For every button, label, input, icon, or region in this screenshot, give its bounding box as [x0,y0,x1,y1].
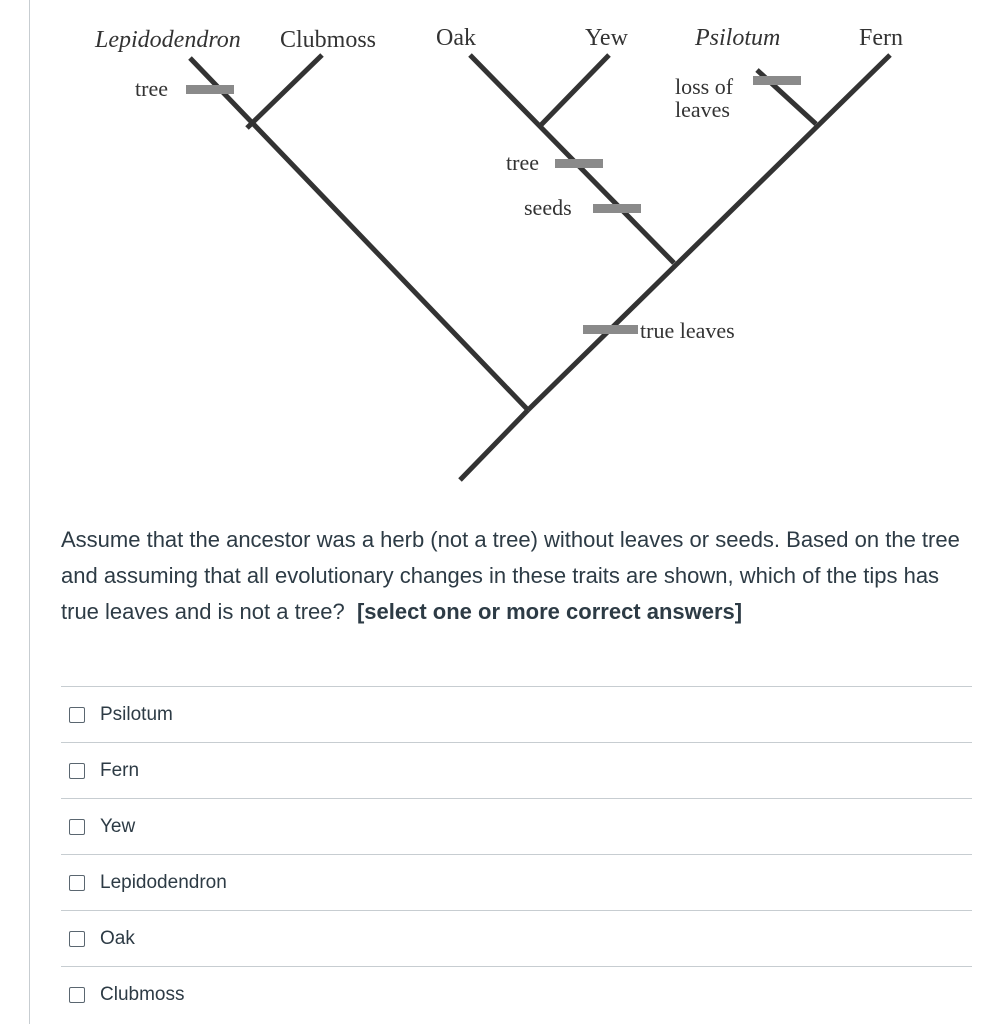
tip-label-lepidodendron: Lepidodendron [95,27,241,53]
answer-label[interactable]: Fern [100,759,140,781]
answer-option-fern[interactable] [61,742,972,798]
answer-option-oak[interactable] [61,910,972,966]
checkbox[interactable] [69,707,85,723]
answer-label[interactable]: Psilotum [100,703,173,725]
checkbox[interactable] [69,931,85,947]
answer-label[interactable]: Clubmoss [100,983,185,1005]
phylogenetic-tree-figure [60,0,960,500]
tip-label-clubmoss: Clubmoss [280,27,377,53]
answer-list [61,686,972,1022]
question-body: Assume that the ancestor was a herb (not a tree) without leaves or seeds. Based on the tree and assuming that all evolutionary changes in these traits are shown, which of the tips has true leaves and is not a tree? [61,527,960,624]
answer-label[interactable]: Oak [100,927,135,949]
checkbox[interactable] [69,987,85,1003]
tip-label-fern: Fern [859,25,903,51]
left-border [29,0,30,1024]
checkbox[interactable] [69,875,85,891]
tip-label-psilotum: Psilotum [695,25,781,51]
tip-label-yew: Yew [585,25,628,51]
root-branch [460,410,528,480]
checkbox[interactable] [69,819,85,835]
answer-option-lepidodendron[interactable] [61,854,972,910]
trait-label-loss-of-leaves-line1: loss of [675,74,734,99]
trait-label-true-leaves: true leaves [640,318,735,343]
answer-label[interactable]: Lepidodendron [100,871,227,893]
trait-label-seeds: seeds [524,195,572,220]
answer-option-psilotum[interactable] [61,686,972,742]
question-instruction: [select one or more correct answers] [356,599,743,624]
branch-clubmoss [247,55,322,128]
trait-label-loss-of-leaves-line2: leaves [675,97,730,122]
branch-lepidodendron [190,58,528,410]
trait-bar-seeds [593,204,641,213]
phylogenetic-tree [60,0,960,500]
answer-label[interactable]: Yew [100,815,136,837]
answer-option-clubmoss[interactable] [61,966,972,1022]
trait-label-tree-lepidodendron: tree [135,76,168,101]
trait-bar-tree-lepidodendron [186,85,234,94]
question-prompt [61,522,976,630]
trait-label-tree-seed-plants: tree [506,150,539,175]
trait-bar-tree-seed-plants [555,159,603,168]
trait-bar-true-leaves [583,325,638,334]
tip-label-oak: Oak [436,25,476,51]
checkbox[interactable] [69,763,85,779]
answer-option-yew[interactable] [61,798,972,854]
trait-bar-loss-of-leaves [753,76,801,85]
branch-yew [540,55,609,126]
